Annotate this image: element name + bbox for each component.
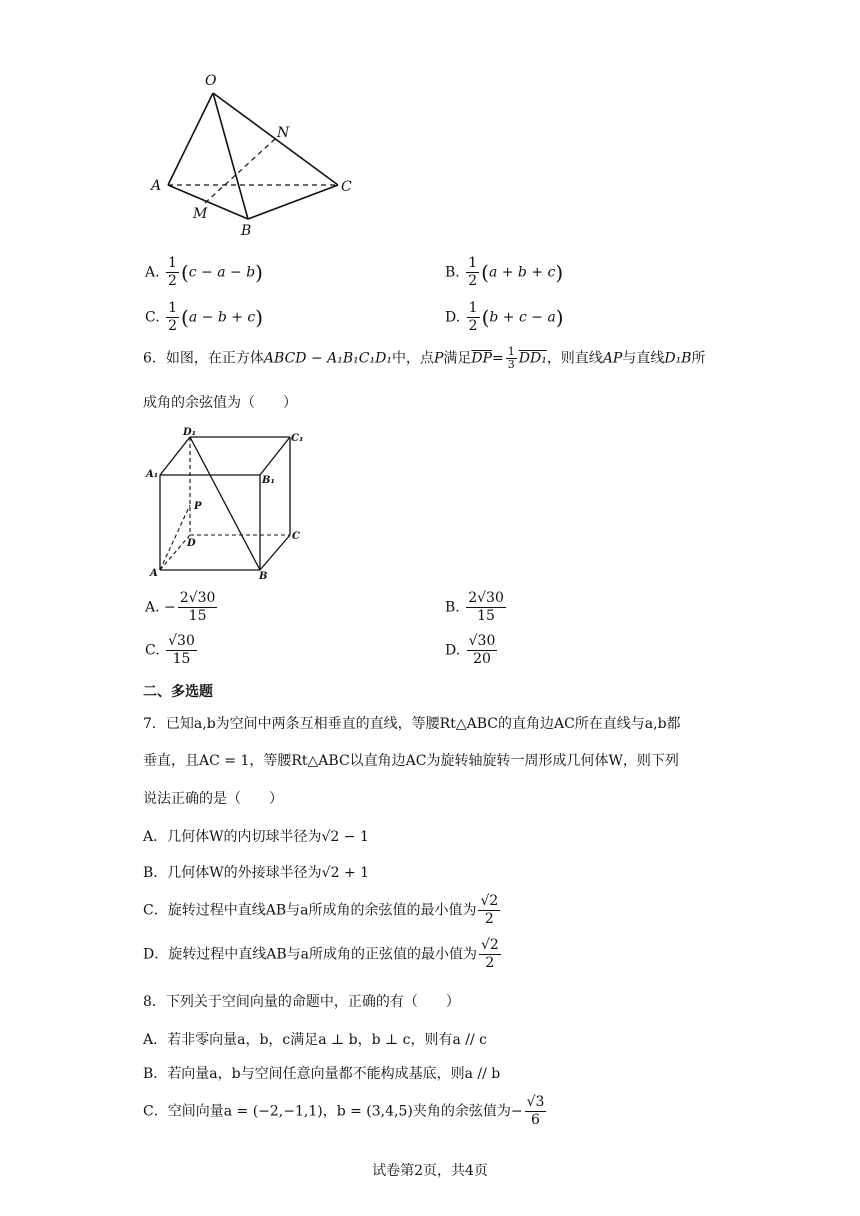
q6-option-c[interactable]: C. $\frac{√30}{15}$ [145, 633, 195, 667]
q6-option-a[interactable]: A. − $\frac{2√30}{15}$ [145, 590, 216, 624]
label-c: C [292, 531, 300, 542]
vector-expression: a − b + c [188, 309, 256, 326]
edge-oc [213, 93, 338, 185]
q7-stem-line1: 7．已知a,b为空间中两条互相垂直的直线，等腰Rt△ABC的直角边AC所在直线与a,b都 [143, 716, 681, 732]
q8-option-c[interactable]: C．空间向量a = (−2,−1,1)，b = (3,4,5)夹角的余弦值为− $\frac{√3}{6}$ [143, 1094, 545, 1128]
edge-ab [168, 185, 248, 219]
q5-option-a[interactable]: A. $\frac{1}{2}$ (c − a − b) [145, 255, 263, 289]
label-b: B [241, 223, 252, 239]
q6-option-d[interactable]: D. $\frac{√30}{20}$ [445, 633, 496, 667]
q6-stem-line2: 成角的余弦值为（ ） [143, 395, 297, 411]
q7-option-c[interactable]: C．旋转过程中直线AB与a所成角的余弦值的最小值为 $\frac{√2}{2}$ [143, 893, 499, 927]
label-d1: D₁ [183, 427, 197, 438]
page-footer: 试卷第2页，共4页 [372, 1163, 488, 1179]
q7-stem-line2: 垂直，且AC = 1，等腰Rt△ABC以直角边AC为旋转轴旋转一周形成几何体W，则下列 [143, 753, 679, 769]
q7-option-b[interactable]: B．几何体W的外接球半径为√2 + 1 [143, 865, 370, 881]
label-a: A [151, 178, 162, 194]
label-p: P [194, 501, 202, 512]
q8-option-b[interactable]: B．若向量a，b与空间任意向量都不能构成基底，则a // b [143, 1066, 501, 1082]
vector-expression: b + c − a [489, 309, 556, 326]
vector-expression: a + b + c [488, 264, 556, 281]
label-c1: C₁ [291, 433, 304, 444]
vector-expression: c − a − b [188, 264, 256, 281]
q6-option-b[interactable]: B. $\frac{2√30}{15}$ [445, 590, 504, 624]
q8-stem: 8．下列关于空间向量的命题中，正确的有（ ） [143, 994, 460, 1010]
label-d: D [187, 538, 196, 549]
q8-option-a[interactable]: A．若非零向量a，b，c满足a ⊥ b，b ⊥ c，则有a // c [143, 1032, 488, 1048]
q5-option-b[interactable]: B. $\frac{1}{2}$ (a + b + c) [445, 255, 564, 289]
label-a1: A₁ [146, 469, 159, 480]
q7-option-a[interactable]: A．几何体W的内切球半径为√2 − 1 [143, 829, 369, 845]
label-a: A [150, 568, 158, 579]
label-c: C [341, 179, 352, 195]
segment-mn [205, 139, 275, 203]
q5-option-d[interactable]: D. $\frac{1}{2}$ (b + c − a) [445, 300, 564, 334]
label-b: B [259, 571, 268, 582]
segment-ap [160, 505, 190, 570]
label-m: M [193, 206, 208, 222]
edge-bc [248, 185, 338, 219]
q6-stem-line1: 6．如图，在正方体ABCD − A₁B₁C₁D₁中，点P满足$\overline{DP}=$ $\frac{1}{3}$ DD₁，则直线AP与直线D₁B所 [143, 345, 706, 371]
section-heading: 二、多选题 [143, 684, 213, 700]
q7-stem-line3: 说法正确的是（ ） [143, 791, 283, 807]
tetrahedron-figure [145, 65, 365, 240]
edge-ob [213, 93, 248, 219]
label-b1: B₁ [262, 475, 275, 486]
cube-figure [143, 425, 308, 585]
q5-option-c[interactable]: C. $\frac{1}{2}$ (a − b + c) [145, 300, 264, 334]
label-o: O [205, 73, 217, 89]
edge-oa [168, 93, 213, 185]
label-n: N [277, 125, 290, 141]
q7-option-d[interactable]: D．旋转过程中直线AB与a所成角的正弦值的最小值为 $\frac{√2}{2}$ [143, 937, 499, 971]
